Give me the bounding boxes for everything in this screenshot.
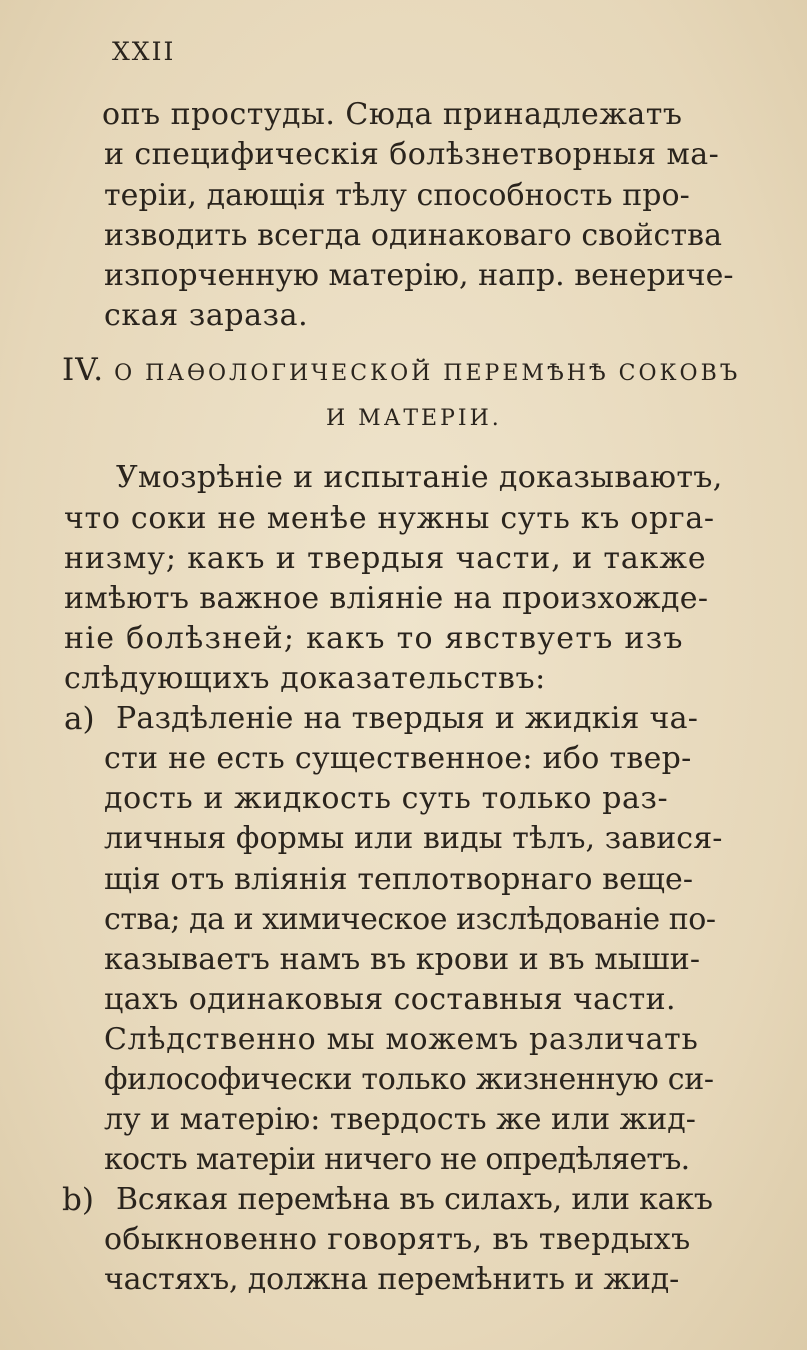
text-line: имѣютъ важное вліяніе на произхожде- xyxy=(64,581,709,616)
heading-line-1 xyxy=(62,350,740,390)
text-line: сти не есть существенное: ибо твер- xyxy=(104,741,692,776)
text-line: ства; да и химическое изслѣдованіе по- xyxy=(104,902,716,937)
text-line: дость и жидкость суть только раз- xyxy=(104,781,669,816)
text-line: Слѣдственно мы можемъ различать xyxy=(104,1022,699,1057)
text-line: изводить всегда одинаковаго свойства xyxy=(104,218,723,253)
text-line: слѣдующихъ доказательствъ: xyxy=(64,661,546,696)
text-line: казываетъ намъ въ крови и въ мыши- xyxy=(104,942,701,977)
section-numeral: IV. xyxy=(62,352,105,388)
text-line: Раздѣленіе на твердыя и жидкія ча- xyxy=(116,701,699,736)
page-number: XXII xyxy=(112,37,176,66)
text-line: Умозрѣніе и испытаніе доказываютъ, xyxy=(116,460,723,495)
text-line: ская зараза. xyxy=(104,298,309,333)
item-marker: a) xyxy=(64,701,95,737)
text-line: цахъ одинаковыя составныя части. xyxy=(104,982,676,1017)
text-line: философически только жизненную си- xyxy=(104,1062,714,1097)
text-line: личныя формы или виды тѣлъ, завися- xyxy=(104,821,723,856)
text-line: и специфическія болѣзнетворныя ма- xyxy=(104,137,720,172)
text-line: щія отъ вліянія теплотворнаго веще- xyxy=(104,862,694,897)
text-line: Всякая перемѣна въ силахъ, или какъ xyxy=(116,1182,713,1217)
item-marker: b) xyxy=(62,1182,94,1218)
text-line: теріи, дающія тѣлу способность про- xyxy=(104,178,690,213)
heading-text: О ПАѲОЛОГИЧЕСКОЙ ПЕРЕМѢНѢ СОКОВЪ xyxy=(114,361,741,386)
text-line: низму; какъ и твердыя части, и также xyxy=(64,541,707,576)
text-line: кость матеріи ничего не опредѣляетъ. xyxy=(104,1142,690,1177)
text-line: частяхъ, должна перемѣнить и жид- xyxy=(104,1262,680,1297)
text-line: что соки не менѣе нужны суть къ орга- xyxy=(64,501,715,536)
text-line: ніе болѣзней; какъ то явствуетъ изъ xyxy=(64,621,684,656)
text-line: обыкновенно говорятъ, въ твердыхъ xyxy=(104,1222,691,1257)
text-line: лу и матерію: твердость же или жид- xyxy=(104,1102,696,1137)
text-line: опъ простуды. Сюда принадлежатъ xyxy=(102,97,683,132)
heading-line-2: И МАТЕРІИ. xyxy=(326,406,502,431)
text-line: изпорченную матерію, напр. венериче- xyxy=(104,258,734,293)
